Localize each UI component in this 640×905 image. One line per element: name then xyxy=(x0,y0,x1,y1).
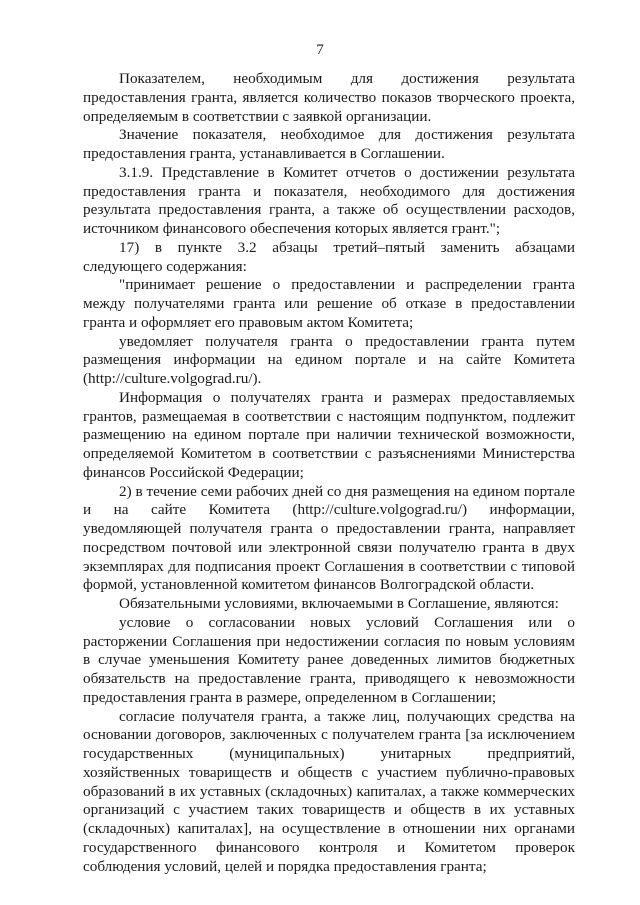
paragraph-clause-3-1-9: 3.1.9. Представление в Комитет отчетов о достижении результата предоставления гранта и показателя, необходимого для достижения результата предоставления гранта, а также об осуществлении расходов, источником финансового обеспечения которых является грант."; xyxy=(83,163,575,237)
paragraph-indicator-value: Значение показателя, необходимое для достижения результата предоставления гранта, устанавливается в Соглашении. xyxy=(83,126,575,162)
paragraph-condition-consent: согласие получателя гранта, а также лиц, получающих средства на основании договоров, заключенных с получателем гранта [за исключением государственных (муниципальных) унитарных предприятий, хозяйственных товариществ и обществ с участием публично-правовых образований в их уставных (складочных) капиталах, а также коммерческих организаций с участием таких товариществ и обществ в их уставных (складочных) капиталах], на осуществление в отношении них органами государственного финансового контроля и Комитетом проверок соблюдения условий, целей и порядка предоставления гранта; xyxy=(83,707,575,875)
paragraph-item-17: 17) в пункте 3.2 абзацы третий–пятый заменить абзацами следующего содержания: xyxy=(83,238,575,275)
document-body xyxy=(83,70,575,876)
paragraph-notification: уведомляет получателя гранта о предоставлении гранта путем размещения информации на едином портале и на сайте Комитета (http://culture.volgograd.ru/). xyxy=(83,332,575,387)
page-number: 7 xyxy=(316,42,324,58)
paragraph-indicator-definition: Показателем, необходимым для достижения результата предоставления гранта, является количество показов творческого проекта, определяемым в соответствии с заявкой организации. xyxy=(83,70,575,125)
paragraph-information: Информация о получателях гранта и размерах предоставляемых грантов, размещаемая в соответствии с настоящим подпунктом, подлежит размещению на едином портале при наличии технической возможности, определяемой Комитетом в соответствии с разъяснениями Министерства финансов Российской Федерации; xyxy=(83,388,575,481)
paragraph-condition-renegotiation: условие о согласовании новых условий Соглашения или о расторжении Соглашения при недостижении согласия по новым условиям в случае уменьшения Комитету ранее доведенных лимитов бюджетных обязательств на предоставление гранта, приводящего к невозможности предоставления гранта в размере, определенном в Соглашении; xyxy=(83,613,575,706)
paragraph-item-2: 2) в течение семи рабочих дней со дня размещения на едином портале и на сайте Комитета (http://culture.volgograd.ru/) информации, уведомляющей получателя гранта о предоставлении гранта, направляет посредством почтовой или электронной связи получателю гранта в двух экземплярах для подписания проект Соглашения в соответствии с типовой формой, установленной комитетом финансов Волгоградской области. xyxy=(83,482,575,594)
paragraph-mandatory-conditions: Обязательными условиями, включаемыми в Соглашение, являются: xyxy=(119,595,559,612)
paragraph-decision: "принимает решение о предоставлении и распределении гранта между получателями гранта или решение об отказе в предоставлении гранта и оформляет его правовым актом Комитета; xyxy=(83,276,575,331)
